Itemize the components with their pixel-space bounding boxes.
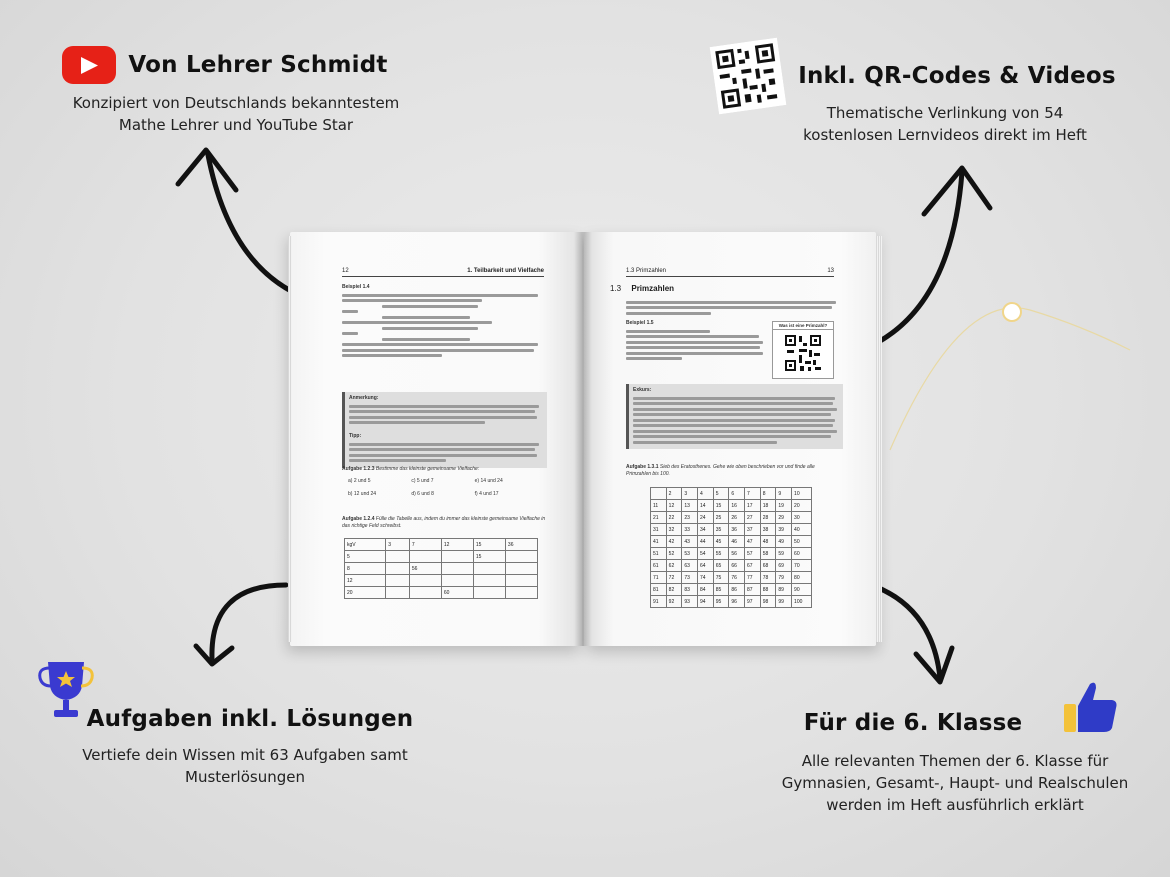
table-cell: 85 <box>713 584 729 596</box>
table-cell <box>473 563 505 575</box>
table-row <box>345 575 538 587</box>
table-cell: 9 <box>776 488 792 500</box>
table-cell: 61 <box>651 560 667 572</box>
table-cell: 35 <box>713 524 729 536</box>
table-row <box>651 596 812 608</box>
table-cell: 53 <box>682 548 698 560</box>
table-cell: 88 <box>760 584 776 596</box>
table-row <box>651 524 812 536</box>
table-row <box>345 539 538 551</box>
table-cell: 98 <box>760 596 776 608</box>
left-page-number: 12 <box>342 268 349 274</box>
table-cell: 56 <box>409 563 441 575</box>
table-cell: 27 <box>745 512 761 524</box>
table-cell: 99 <box>776 596 792 608</box>
table-cell: kgV <box>345 539 386 551</box>
left-example-label: Beispiel 1.4 <box>342 284 370 290</box>
exercise-item: a) 2 und 5 <box>348 478 371 484</box>
table-row <box>345 551 538 563</box>
feature-lehrer-desc: Konzipiert von Deutschlands bekanntestem Mathe Lehrer und YouTube Star <box>72 94 400 134</box>
table-cell <box>651 488 667 500</box>
table-cell <box>409 587 441 599</box>
table-cell: 74 <box>698 572 714 584</box>
table-cell: 44 <box>698 536 714 548</box>
trophy-icon <box>36 656 96 724</box>
table-cell: 5 <box>345 551 386 563</box>
table-cell: 40 <box>792 524 812 536</box>
table-cell: 7 <box>745 488 761 500</box>
table-row <box>345 563 538 575</box>
table-cell <box>386 587 410 599</box>
table-cell: 45 <box>713 536 729 548</box>
table-cell: 15 <box>713 500 729 512</box>
table-cell: 6 <box>729 488 745 500</box>
feature-aufgaben-title: Aufgaben inkl. Lösungen <box>86 706 414 732</box>
table-cell: 19 <box>776 500 792 512</box>
table-cell: 94 <box>698 596 714 608</box>
table-cell: 79 <box>776 572 792 584</box>
table-cell: 48 <box>760 536 776 548</box>
table-cell: 97 <box>745 596 761 608</box>
table-cell: 15 <box>473 551 505 563</box>
table-cell: 68 <box>760 560 776 572</box>
table-cell <box>473 587 505 599</box>
table-cell: 60 <box>792 548 812 560</box>
table-cell <box>473 575 505 587</box>
kgv-table <box>344 538 538 599</box>
left-page-header: 1. Teilbarkeit und Vielfache <box>467 268 544 274</box>
table-cell <box>409 575 441 587</box>
feature-aufgaben-desc: Vertiefe dein Wissen mit 63 Aufgaben samt Musterlösungen <box>82 746 408 786</box>
table-row <box>651 488 812 500</box>
table-cell: 66 <box>729 560 745 572</box>
table-cell: 65 <box>713 560 729 572</box>
right-page-header: 1.3 Primzahlen <box>626 268 667 274</box>
table-cell <box>441 575 473 587</box>
table-cell: 37 <box>745 524 761 536</box>
table-cell: 30 <box>792 512 812 524</box>
table-cell: 22 <box>666 512 682 524</box>
table-row <box>651 512 812 524</box>
table-cell: 84 <box>698 584 714 596</box>
table-cell: 67 <box>745 560 761 572</box>
table-cell: 47 <box>745 536 761 548</box>
table-cell <box>386 551 410 563</box>
feature-klasse-title: Für die 6. Klasse <box>803 710 1023 736</box>
table-cell: 16 <box>729 500 745 512</box>
table-cell: 34 <box>698 524 714 536</box>
table-cell: 33 <box>682 524 698 536</box>
aufgabe-1-2-4: Aufgabe 1.2.4 <box>342 516 375 522</box>
table-cell: 8 <box>760 488 776 500</box>
feature-lehrer-title: Von Lehrer Schmidt <box>128 52 388 78</box>
exkurs-label: Exkurs: <box>633 387 652 393</box>
table-row <box>651 584 812 596</box>
table-cell <box>505 587 537 599</box>
table-cell: 12 <box>666 500 682 512</box>
table-cell: 57 <box>745 548 761 560</box>
table-cell: 92 <box>666 596 682 608</box>
table-row <box>345 587 538 599</box>
table-cell: 3 <box>682 488 698 500</box>
table-cell: 77 <box>745 572 761 584</box>
table-cell: 32 <box>666 524 682 536</box>
table-cell: 43 <box>682 536 698 548</box>
table-cell: 14 <box>698 500 714 512</box>
prime-sieve-table <box>650 487 812 608</box>
table-cell: 28 <box>760 512 776 524</box>
table-cell: 50 <box>792 536 812 548</box>
table-cell <box>441 563 473 575</box>
table-cell: 24 <box>698 512 714 524</box>
table-cell: 36 <box>729 524 745 536</box>
table-cell: 69 <box>776 560 792 572</box>
table-cell: 31 <box>651 524 667 536</box>
table-row <box>651 560 812 572</box>
table-cell: 52 <box>666 548 682 560</box>
aufgabe-1-2-4-text: Fülle die Tabelle aus, indem du immer das kleinste gemeinsame Vielfache in das richtige Feld schreibst. <box>342 516 546 529</box>
table-cell <box>505 575 537 587</box>
table-cell <box>386 563 410 575</box>
table-cell <box>505 563 537 575</box>
table-cell: 36 <box>505 539 537 551</box>
table-row <box>651 548 812 560</box>
table-cell: 38 <box>760 524 776 536</box>
table-cell: 56 <box>729 548 745 560</box>
table-cell: 13 <box>682 500 698 512</box>
table-cell: 26 <box>729 512 745 524</box>
table-cell: 87 <box>745 584 761 596</box>
qr-code-icon <box>783 333 823 373</box>
table-cell: 83 <box>682 584 698 596</box>
table-cell: 58 <box>760 548 776 560</box>
table-cell: 20 <box>345 587 386 599</box>
right-example-label: Beispiel 1.5 <box>626 320 654 326</box>
exercise-item: b) 12 und 24 <box>348 491 377 497</box>
book-right-page <box>584 232 876 646</box>
youtube-icon <box>60 44 118 86</box>
table-cell: 41 <box>651 536 667 548</box>
feature-qr-title: Inkl. QR-Codes & Videos <box>798 63 1116 89</box>
section-title: Primzahlen <box>631 284 675 293</box>
table-row <box>651 500 812 512</box>
table-cell: 93 <box>682 596 698 608</box>
table-cell: 12 <box>345 575 386 587</box>
table-cell: 4 <box>698 488 714 500</box>
table-cell: 73 <box>682 572 698 584</box>
aufgabe-1-3-1: Aufgabe 1.3.1 <box>626 464 659 470</box>
table-cell: 42 <box>666 536 682 548</box>
thumbs-up-icon <box>1060 676 1122 738</box>
table-row <box>651 572 812 584</box>
table-cell: 75 <box>713 572 729 584</box>
open-book <box>288 232 888 652</box>
table-cell: 12 <box>441 539 473 551</box>
table-cell: 60 <box>441 587 473 599</box>
table-cell: 3 <box>386 539 410 551</box>
table-cell: 76 <box>729 572 745 584</box>
feature-aufgaben <box>30 656 430 788</box>
table-cell: 95 <box>713 596 729 608</box>
feature-lehrer <box>36 44 436 136</box>
table-cell: 15 <box>473 539 505 551</box>
table-cell: 51 <box>651 548 667 560</box>
table-cell: 29 <box>776 512 792 524</box>
qr-box <box>772 321 834 379</box>
table-cell: 10 <box>792 488 812 500</box>
exercise-item: c) 5 und 7 <box>411 478 434 484</box>
exercise-item: e) 14 und 24 <box>474 478 503 484</box>
table-cell: 5 <box>713 488 729 500</box>
exercise-item: f) 4 und 17 <box>474 491 499 497</box>
qr-code-icon <box>710 38 787 115</box>
table-cell: 21 <box>651 512 667 524</box>
table-cell: 71 <box>651 572 667 584</box>
table-cell: 11 <box>651 500 667 512</box>
feature-klasse <box>760 676 1150 816</box>
table-cell: 100 <box>792 596 812 608</box>
exercise-item: d) 6 und 8 <box>411 491 434 497</box>
table-cell: 80 <box>792 572 812 584</box>
table-cell: 62 <box>666 560 682 572</box>
table-cell: 63 <box>682 560 698 572</box>
qr-label: Was ist eine Primzahl? <box>773 322 833 330</box>
table-cell: 90 <box>792 584 812 596</box>
aufgabe-1-2-3: Aufgabe 1.2.3 <box>342 466 375 472</box>
table-cell <box>409 551 441 563</box>
table-cell: 18 <box>760 500 776 512</box>
table-cell: 20 <box>792 500 812 512</box>
table-cell: 64 <box>698 560 714 572</box>
right-page-number: 13 <box>827 268 834 274</box>
table-cell <box>386 575 410 587</box>
table-cell: 46 <box>729 536 745 548</box>
table-cell: 17 <box>745 500 761 512</box>
aufgabe-1-3-1-text: Sieb des Eratosthenes. Gehe wie oben beschrieben vor und finde alle Primzahlen bis 100. <box>626 464 815 477</box>
table-cell <box>441 551 473 563</box>
table-cell: 2 <box>666 488 682 500</box>
table-cell: 96 <box>729 596 745 608</box>
table-cell: 49 <box>776 536 792 548</box>
table-cell: 59 <box>776 548 792 560</box>
feature-qr <box>700 42 1130 146</box>
aufgabe-1-2-3-text: Bestimme das kleinste gemeinsame Vielfache: <box>375 466 480 472</box>
table-cell: 86 <box>729 584 745 596</box>
table-cell <box>505 551 537 563</box>
table-row <box>651 536 812 548</box>
table-cell: 91 <box>651 596 667 608</box>
table-cell: 39 <box>776 524 792 536</box>
table-cell: 8 <box>345 563 386 575</box>
anmerkung-label: Anmerkung: <box>349 395 379 401</box>
table-cell: 54 <box>698 548 714 560</box>
table-cell: 70 <box>792 560 812 572</box>
feature-qr-desc: Thematische Verlinkung von 54 kostenlosen Lernvideos direkt im Heft <box>803 104 1087 144</box>
book-left-page <box>290 232 582 646</box>
table-cell: 82 <box>666 584 682 596</box>
table-cell: 72 <box>666 572 682 584</box>
feature-klasse-desc: Alle relevanten Themen der 6. Klasse für Gymnasien, Gesamt-, Haupt- und Realschulen werden im Heft ausführlich erklärt <box>781 752 1129 814</box>
table-cell: 23 <box>682 512 698 524</box>
section-number: 1.3 <box>610 284 622 293</box>
table-cell: 25 <box>713 512 729 524</box>
table-cell: 78 <box>760 572 776 584</box>
table-cell: 81 <box>651 584 667 596</box>
table-cell: 7 <box>409 539 441 551</box>
table-cell: 89 <box>776 584 792 596</box>
table-cell: 55 <box>713 548 729 560</box>
tipp-label: Tipp: <box>349 433 362 439</box>
